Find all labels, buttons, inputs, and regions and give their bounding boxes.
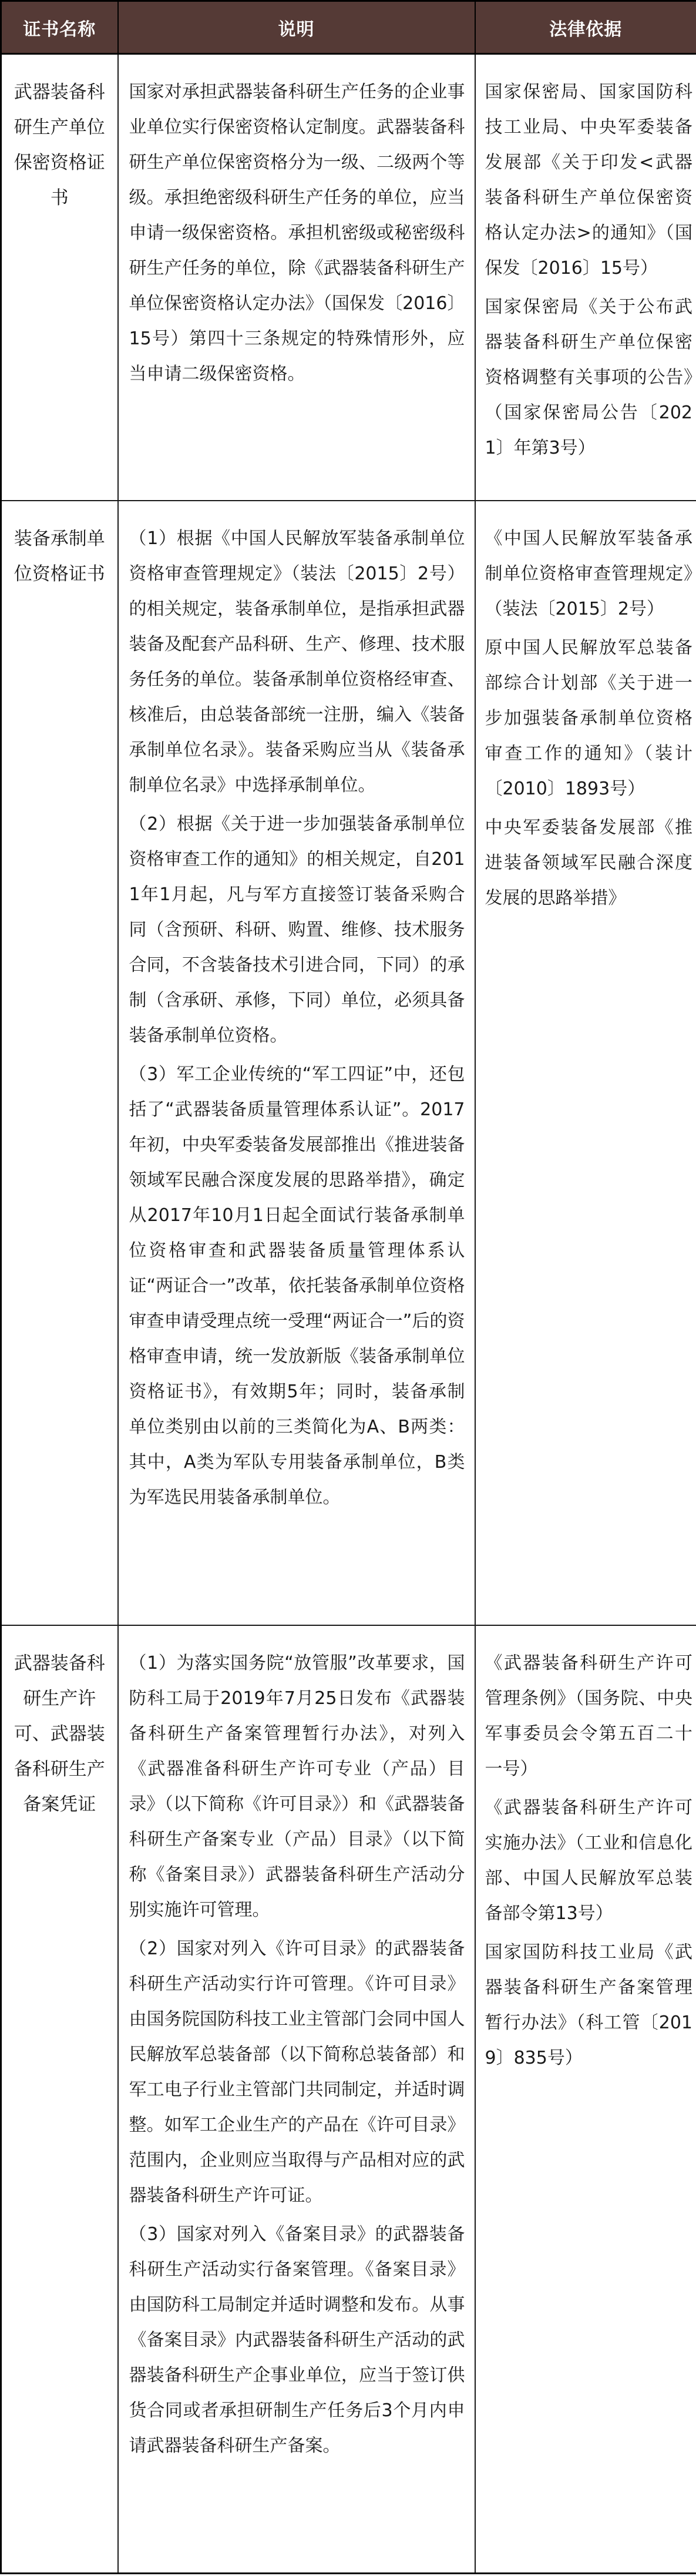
description-paragraph: （2）国家对列入《许可目录》的武器装备科研生产活动实行许可管理。《许可目录》由国务院国防科技工业主管部门会同中国人民解放军总装备部（以下简称总装备部）和军工电子行业主管部门共同制定，并适时调整。如军工企业生产的产品在《许可目录》范围内，企业则应当取得与产品相对应的武器装备科研生产许可证。 xyxy=(129,1938,465,2206)
legal-basis-item: 国家国防科技工业局《武器装备科研生产备案管理暂行办法》（科工管〔2019〕835号） xyxy=(485,1942,692,2068)
column-header-certificate-name: 证书名称 xyxy=(1,1,118,54)
legal-basis-item: 《中国人民解放军装备承制单位资格审查管理规定》（装法〔2015〕2号） xyxy=(485,528,692,619)
certificate-name-cell xyxy=(1,54,118,501)
table-row xyxy=(1,1625,696,2574)
description-paragraph: （1）为落实国务院“放管服”改革要求，国防科工局于2019年7月25日发布《武器装备科研生产备案管理暂行办法》，对列入《武器准备科研生产许可专业（产品）目录》（以下简称《许可目录》）和《武器装备科研生产备案专业（产品）目录》（以下简称《备案目录》）武器装备科研生产活动分别实施许可管理。 xyxy=(129,1653,465,1920)
description-cell xyxy=(118,1625,475,2574)
legal-basis-item: 中央军委装备发展部《推进装备领域军民融合深度发展的思路举措》 xyxy=(485,817,692,908)
certificate-name-cell xyxy=(1,1625,118,2574)
legal-basis-item: 国家保密局《关于公布武器装备科研生产单位保密资格调整有关事项的公告》（国家保密局公告〔2021〕年第3号） xyxy=(485,297,692,458)
description-paragraph: 国家对承担武器装备科研生产任务的企业事业单位实行保密资格认定制度。武器装备科研生产单位保密资格分为一级、二级两个等级。承担绝密级科研生产任务的单位，应当申请一级保密资格。承担机密级或秘密级科研生产任务的单位，除《武器装备科研生产单位保密资格认定办法》（国保发〔2016〕15号）第四十三条规定的特殊情形外，应当申请二级保密资格。 xyxy=(129,82,465,384)
legal-basis-item: 国家保密局、国家国防科技工业局、中央军委装备发展部《关于印发<武器装备科研生产单位保密资格认定办法>的通知》（国保发〔2016〕15号） xyxy=(485,82,692,279)
table-header-row xyxy=(1,1,696,54)
description-cell xyxy=(118,501,475,1625)
column-header-description: 说明 xyxy=(118,1,475,54)
certificate-name: 武器装备科研生产单位保密资格证书 xyxy=(14,82,105,209)
certificate-name: 装备承制单位资格证书 xyxy=(14,528,105,585)
column-header-legal-basis: 法律依据 xyxy=(475,1,696,54)
description-paragraph: （3）国家对列入《备案目录》的武器装备科研生产活动实行备案管理。《备案目录》由国防科工局制定并适时调整和发布。从事《备案目录》内武器装备科研生产活动的武器装备科研生产企事业单位，应当于签订供货合同或者承担研制生产任务后3个月内申请武器装备科研生产备案。 xyxy=(129,2224,465,2456)
description-cell xyxy=(118,54,475,501)
legal-basis-cell xyxy=(475,54,696,501)
description-paragraph: （1）根据《中国人民解放军装备承制单位资格审查管理规定》（装法〔2015〕2号）的相关规定，装备承制单位，是指承担武器装备及配套产品科研、生产、修理、技术服务任务的单位。装备承制单位资格经审查、核准后，由总装备部统一注册，编入《装备承制单位名录》。装备采购应当从《装备承制单位名录》中选择承制单位。 xyxy=(129,528,465,796)
description-paragraph: （3）军工企业传统的“军工四证”中，还包括了“武器装备质量管理体系认证”。2017年初，中央军委装备发展部推出《推进装备领域军民融合深度发展的思路举措》，确定从2017年10月1日起全面试行装备承制单位资格审查和武器装备质量管理体系认证“两证合一”改革，依托装备承制单位资格审查申请受理点统一受理“两证合一”后的资格审查申请，统一发放新版《装备承制单位资格证书》，有效期5年；同时，装备承制单位类别由以前的三类简化为A、B两类：其中，A类为军队专用装备承制单位，B类为军选民用装备承制单位。 xyxy=(129,1064,465,1508)
table-row xyxy=(1,501,696,1625)
table-row xyxy=(1,54,696,501)
certificate-name: 武器装备科研生产许可、武器装备科研生产备案凭证 xyxy=(14,1653,105,1815)
certificate-name-cell xyxy=(1,501,118,1625)
description-paragraph: （2）根据《关于进一步加强装备承制单位资格审查工作的通知》的相关规定，自2011年1月起，凡与军方直接签订装备采购合同（含预研、科研、购置、维修、技术服务合同，不含装备技术引进合同，下同）的承制（含承研、承修，下同）单位，必须具备装备承制单位资格。 xyxy=(129,814,465,1046)
legal-basis-cell xyxy=(475,501,696,1625)
legal-basis-item: 原中国人民解放军总装备部综合计划部《关于进一步加强装备承制单位资格审查工作的通知》（装计〔2010〕1893号） xyxy=(485,638,692,799)
legal-basis-item: 《武器装备科研生产许可实施办法》（工业和信息化部、中国人民解放军总装备部令第13号） xyxy=(485,1797,692,1924)
legal-basis-cell xyxy=(475,1625,696,2574)
legal-basis-item: 《武器装备科研生产许可管理条例》（国务院、中央军事委员会令第五百二十一号） xyxy=(485,1653,692,1779)
